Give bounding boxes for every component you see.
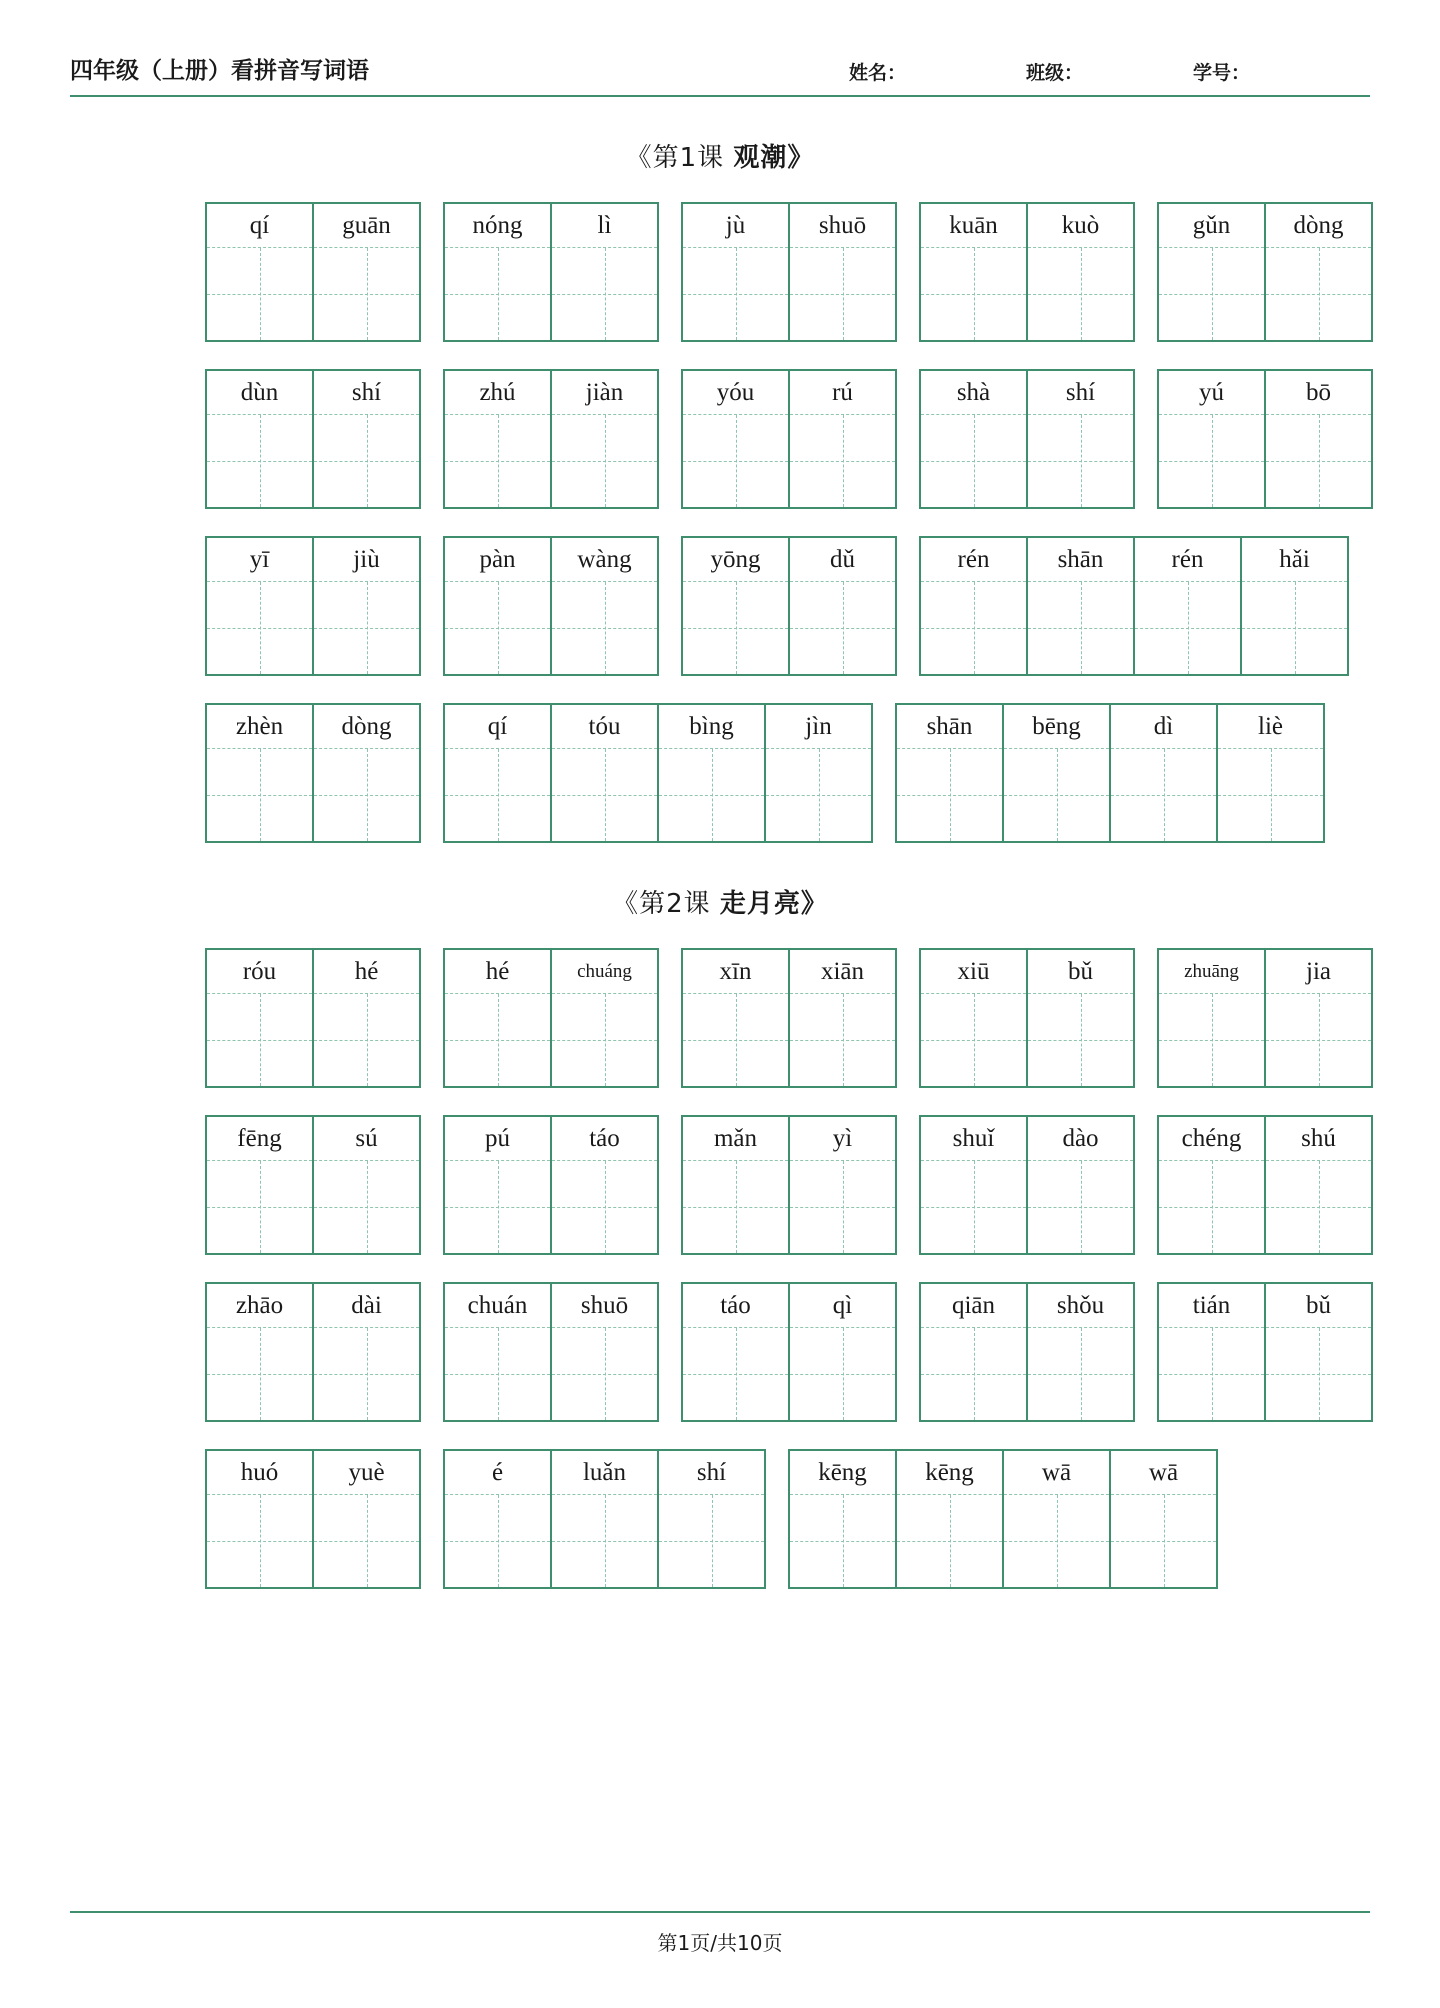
character-cell[interactable] (921, 1284, 1026, 1420)
writing-grid[interactable] (207, 1328, 312, 1420)
pinyin-label: jiàn (552, 371, 657, 415)
field-name-label: 姓名： (848, 62, 906, 84)
character-cell[interactable] (1026, 950, 1133, 1086)
pinyin-label: dài (314, 1284, 419, 1328)
writing-grid[interactable] (552, 1495, 657, 1587)
writing-grid[interactable] (921, 994, 1026, 1086)
word-row (160, 948, 1331, 1088)
character-cell[interactable] (1002, 705, 1109, 841)
writing-grid[interactable] (1028, 415, 1133, 507)
writing-grid[interactable] (921, 582, 1026, 674)
character-cell[interactable] (1264, 204, 1371, 340)
writing-grid[interactable] (790, 1328, 895, 1420)
character-cell[interactable] (207, 371, 312, 507)
pinyin-label: tián (1159, 1284, 1264, 1328)
character-cell[interactable] (1026, 1117, 1133, 1253)
writing-grid[interactable] (1135, 582, 1240, 674)
word-group (681, 1115, 897, 1255)
character-cell[interactable] (788, 371, 895, 507)
writing-grid[interactable] (790, 994, 895, 1086)
pinyin-label: zhú (445, 371, 550, 415)
character-cell[interactable] (1109, 1451, 1216, 1587)
pinyin-label: wā (1004, 1451, 1109, 1495)
character-cell[interactable] (1026, 204, 1133, 340)
lesson-rows (60, 948, 1380, 1589)
pinyin-label: rén (921, 538, 1026, 582)
pinyin-label: jìn (766, 705, 871, 749)
pinyin-label: luǎn (552, 1451, 657, 1495)
pinyin-label: rú (790, 371, 895, 415)
character-cell[interactable] (683, 371, 788, 507)
writing-grid[interactable] (552, 248, 657, 340)
page-header (70, 0, 1370, 97)
character-cell[interactable] (921, 204, 1026, 340)
lesson-title (60, 137, 1380, 174)
pinyin-label: yì (790, 1117, 895, 1161)
character-cell[interactable] (1026, 371, 1133, 507)
character-cell[interactable] (550, 204, 657, 340)
writing-grid[interactable] (683, 415, 788, 507)
character-cell[interactable] (921, 538, 1026, 674)
page-footer (70, 1911, 1370, 1956)
writing-grid[interactable] (683, 994, 788, 1086)
pinyin-label: shú (1266, 1117, 1371, 1161)
pinyin-label: dào (1028, 1117, 1133, 1161)
writing-grid[interactable] (790, 1161, 895, 1253)
writing-grid[interactable] (790, 1495, 895, 1587)
character-cell[interactable] (550, 950, 657, 1086)
pinyin-label: wā (1111, 1451, 1216, 1495)
character-cell[interactable] (312, 1451, 419, 1587)
writing-grid[interactable] (1218, 749, 1323, 841)
pinyin-label: dì (1111, 705, 1216, 749)
pinyin-label: nóng (445, 204, 550, 248)
pinyin-label: yōng (683, 538, 788, 582)
lessons-container (60, 137, 1380, 1589)
word-group (919, 369, 1135, 509)
writing-grid[interactable] (314, 994, 419, 1086)
writing-grid[interactable] (659, 1495, 764, 1587)
writing-grid[interactable] (1266, 994, 1371, 1086)
word-group (443, 369, 659, 509)
character-cell[interactable] (445, 1284, 550, 1420)
character-cell[interactable] (1216, 705, 1323, 841)
writing-grid[interactable] (207, 248, 312, 340)
writing-grid[interactable] (1028, 994, 1133, 1086)
writing-grid[interactable] (921, 415, 1026, 507)
word-group (443, 1115, 659, 1255)
pinyin-label: shuō (552, 1284, 657, 1328)
character-cell[interactable] (550, 1284, 657, 1420)
word-group (205, 202, 421, 342)
pinyin-label: sú (314, 1117, 419, 1161)
word-group (681, 369, 897, 509)
character-cell[interactable] (921, 371, 1026, 507)
pinyin-label: jia (1266, 950, 1371, 994)
character-cell[interactable] (657, 705, 764, 841)
word-group (1157, 1115, 1373, 1255)
header-fields (369, 58, 1370, 85)
word-group (205, 703, 421, 843)
writing-grid[interactable] (897, 749, 1002, 841)
character-cell[interactable] (657, 1451, 764, 1587)
pinyin-label: chéng (1159, 1117, 1264, 1161)
lesson-title-name: 观潮》 (733, 143, 815, 173)
writing-grid[interactable] (314, 749, 419, 841)
word-group (205, 1282, 421, 1422)
character-cell[interactable] (445, 1117, 550, 1253)
writing-grid[interactable] (552, 749, 657, 841)
character-cell[interactable] (788, 204, 895, 340)
writing-grid[interactable] (1159, 248, 1264, 340)
word-row (160, 369, 1331, 509)
writing-grid[interactable] (445, 749, 550, 841)
lesson-title (60, 883, 1380, 920)
writing-grid[interactable] (921, 1328, 1026, 1420)
character-cell[interactable] (1109, 705, 1216, 841)
character-cell[interactable] (550, 1451, 657, 1587)
pinyin-label: hǎi (1242, 538, 1347, 582)
pinyin-label: shí (659, 1451, 764, 1495)
writing-grid[interactable] (552, 1328, 657, 1420)
writing-grid[interactable] (207, 1495, 312, 1587)
writing-grid[interactable] (314, 1328, 419, 1420)
writing-grid[interactable] (314, 582, 419, 674)
writing-grid[interactable] (207, 1161, 312, 1253)
lesson-title-name: 走月亮》 (719, 889, 828, 919)
pinyin-label: shí (314, 371, 419, 415)
writing-grid[interactable] (207, 749, 312, 841)
pinyin-label: táo (683, 1284, 788, 1328)
character-cell[interactable] (788, 1117, 895, 1253)
pinyin-label: shān (897, 705, 1002, 749)
character-cell[interactable] (445, 371, 550, 507)
writing-grid[interactable] (552, 994, 657, 1086)
character-cell[interactable] (207, 1284, 312, 1420)
pinyin-label: qì (790, 1284, 895, 1328)
pinyin-label: bìng (659, 705, 764, 749)
character-cell[interactable] (897, 705, 1002, 841)
pinyin-label: róu (207, 950, 312, 994)
pinyin-label: bēng (1004, 705, 1109, 749)
pinyin-label: yóu (683, 371, 788, 415)
pinyin-label: bǔ (1028, 950, 1133, 994)
character-cell[interactable] (1159, 371, 1264, 507)
pinyin-label: kuò (1028, 204, 1133, 248)
character-cell[interactable] (550, 538, 657, 674)
pinyin-label: qí (207, 204, 312, 248)
word-row (160, 1449, 1280, 1589)
character-cell[interactable] (683, 1117, 788, 1253)
word-group (788, 1449, 1218, 1589)
writing-grid[interactable] (314, 1161, 419, 1253)
writing-grid[interactable] (1266, 1161, 1371, 1253)
character-cell[interactable] (1159, 1284, 1264, 1420)
character-cell[interactable] (1264, 371, 1371, 507)
writing-grid[interactable] (445, 1161, 550, 1253)
writing-grid[interactable] (1242, 582, 1347, 674)
word-group (1157, 369, 1373, 509)
writing-grid[interactable] (1028, 582, 1133, 674)
character-cell[interactable] (1264, 950, 1371, 1086)
pinyin-label: pàn (445, 538, 550, 582)
word-group (205, 948, 421, 1088)
writing-grid[interactable] (897, 1495, 1002, 1587)
lesson-title-prefix: 《第2课 (612, 889, 720, 919)
character-cell[interactable] (788, 1284, 895, 1420)
pinyin-label: guān (314, 204, 419, 248)
writing-grid[interactable] (552, 582, 657, 674)
character-cell[interactable] (1159, 950, 1264, 1086)
pinyin-label: huó (207, 1451, 312, 1495)
page-title: 四年级（上册）看拼音写词语 (70, 58, 369, 84)
pinyin-label: tóu (552, 705, 657, 749)
character-cell[interactable] (788, 538, 895, 674)
character-cell[interactable] (550, 705, 657, 841)
character-cell[interactable] (683, 204, 788, 340)
writing-grid[interactable] (207, 994, 312, 1086)
character-cell[interactable] (788, 950, 895, 1086)
pinyin-label: qiān (921, 1284, 1026, 1328)
writing-grid[interactable] (445, 1328, 550, 1420)
pinyin-label: shí (1028, 371, 1133, 415)
pinyin-label: bō (1266, 371, 1371, 415)
writing-grid[interactable] (683, 1161, 788, 1253)
field-number-label: 学号： (1192, 62, 1250, 84)
character-cell[interactable] (790, 1451, 895, 1587)
writing-grid[interactable] (683, 582, 788, 674)
character-cell[interactable] (207, 950, 312, 1086)
writing-grid[interactable] (1159, 994, 1264, 1086)
word-group (681, 202, 897, 342)
pinyin-label: é (445, 1451, 550, 1495)
character-cell[interactable] (764, 705, 871, 841)
character-cell[interactable] (207, 538, 312, 674)
word-row (160, 1282, 1331, 1422)
writing-grid[interactable] (445, 1495, 550, 1587)
character-cell[interactable] (550, 371, 657, 507)
writing-grid[interactable] (1028, 248, 1133, 340)
word-group (1157, 202, 1373, 342)
writing-grid[interactable] (445, 994, 550, 1086)
character-cell[interactable] (683, 1284, 788, 1420)
word-group (443, 1449, 766, 1589)
writing-grid[interactable] (314, 248, 419, 340)
writing-grid[interactable] (1266, 248, 1371, 340)
word-group (681, 948, 897, 1088)
writing-grid[interactable] (1111, 1495, 1216, 1587)
pinyin-label: wàng (552, 538, 657, 582)
pinyin-label: yī (207, 538, 312, 582)
character-cell[interactable] (445, 705, 550, 841)
character-cell[interactable] (207, 204, 312, 340)
character-cell[interactable] (445, 1451, 550, 1587)
writing-grid[interactable] (445, 582, 550, 674)
pinyin-label: zhuāng (1159, 950, 1264, 994)
word-group (205, 1449, 421, 1589)
word-group (919, 536, 1349, 676)
writing-grid[interactable] (790, 415, 895, 507)
writing-grid[interactable] (445, 248, 550, 340)
word-row (160, 202, 1344, 342)
character-cell[interactable] (312, 371, 419, 507)
writing-grid[interactable] (1111, 749, 1216, 841)
pinyin-label: shǒu (1028, 1284, 1133, 1328)
pinyin-label: mǎn (683, 1117, 788, 1161)
character-cell[interactable] (1133, 538, 1240, 674)
writing-grid[interactable] (1028, 1161, 1133, 1253)
writing-grid[interactable] (1266, 1328, 1371, 1420)
writing-grid[interactable] (207, 415, 312, 507)
pinyin-label: kēng (897, 1451, 1002, 1495)
character-cell[interactable] (207, 705, 312, 841)
writing-grid[interactable] (1159, 1161, 1264, 1253)
lesson-rows (60, 202, 1380, 843)
character-cell[interactable] (1159, 204, 1264, 340)
word-row (160, 703, 1283, 843)
writing-grid[interactable] (683, 1328, 788, 1420)
character-cell[interactable] (921, 950, 1026, 1086)
pinyin-label: shān (1028, 538, 1133, 582)
character-cell[interactable] (1159, 1117, 1264, 1253)
word-row (160, 1115, 1336, 1255)
word-group (681, 1282, 897, 1422)
writing-grid[interactable] (1159, 1328, 1264, 1420)
pinyin-label: bǔ (1266, 1284, 1371, 1328)
pinyin-label: xīn (683, 950, 788, 994)
pinyin-label: jù (683, 204, 788, 248)
pinyin-label: dùn (207, 371, 312, 415)
pinyin-label: zhèn (207, 705, 312, 749)
word-row (160, 536, 1310, 676)
pinyin-label: lì (552, 204, 657, 248)
writing-grid[interactable] (1004, 749, 1109, 841)
pinyin-label: kēng (790, 1451, 895, 1495)
character-cell[interactable] (1026, 1284, 1133, 1420)
pinyin-label: dòng (1266, 204, 1371, 248)
pinyin-label: liè (1218, 705, 1323, 749)
writing-grid[interactable] (921, 248, 1026, 340)
character-cell[interactable] (1240, 538, 1347, 674)
word-group (919, 948, 1135, 1088)
pinyin-label: dǔ (790, 538, 895, 582)
word-group (1157, 1282, 1373, 1422)
word-group (443, 536, 659, 676)
writing-grid[interactable] (921, 1161, 1026, 1253)
character-cell[interactable] (207, 1451, 312, 1587)
pinyin-label: yuè (314, 1451, 419, 1495)
character-cell[interactable] (683, 950, 788, 1086)
character-cell[interactable] (312, 950, 419, 1086)
pinyin-label: xiān (790, 950, 895, 994)
writing-grid[interactable] (1004, 1495, 1109, 1587)
character-cell[interactable] (1026, 538, 1133, 674)
writing-grid[interactable] (207, 582, 312, 674)
pinyin-label: rén (1135, 538, 1240, 582)
lesson-section (60, 883, 1380, 1589)
character-cell[interactable] (921, 1117, 1026, 1253)
lesson-title-prefix: 《第1课 (625, 143, 734, 173)
lesson-section (60, 137, 1380, 843)
pinyin-label: chuáng (552, 950, 657, 994)
word-group (919, 202, 1135, 342)
writing-grid[interactable] (552, 415, 657, 507)
word-group (205, 536, 421, 676)
writing-grid[interactable] (314, 415, 419, 507)
character-cell[interactable] (683, 538, 788, 674)
word-group (443, 202, 659, 342)
pinyin-label: yú (1159, 371, 1264, 415)
character-cell[interactable] (312, 1284, 419, 1420)
writing-grid[interactable] (790, 582, 895, 674)
pinyin-label: chuán (445, 1284, 550, 1328)
character-cell[interactable] (1264, 1117, 1371, 1253)
character-cell[interactable] (445, 950, 550, 1086)
pinyin-label: xiū (921, 950, 1026, 994)
writing-grid[interactable] (683, 248, 788, 340)
word-group (443, 1282, 659, 1422)
pinyin-label: fēng (207, 1117, 312, 1161)
field-class-label: 班级： (1025, 62, 1083, 84)
pinyin-label: shuō (790, 204, 895, 248)
word-group (919, 1282, 1135, 1422)
pinyin-label: shuǐ (921, 1117, 1026, 1161)
pinyin-label: pú (445, 1117, 550, 1161)
writing-grid[interactable] (766, 749, 871, 841)
character-cell[interactable] (312, 204, 419, 340)
word-group (895, 703, 1325, 843)
character-cell[interactable] (312, 538, 419, 674)
page-number: 第1页/共10页 (657, 1931, 783, 1955)
word-group (443, 948, 659, 1088)
word-group (681, 536, 897, 676)
writing-grid[interactable] (790, 248, 895, 340)
pinyin-label: qí (445, 705, 550, 749)
character-cell[interactable] (895, 1451, 1002, 1587)
word-group (1157, 948, 1373, 1088)
writing-grid[interactable] (552, 1161, 657, 1253)
character-cell[interactable] (445, 204, 550, 340)
writing-grid[interactable] (314, 1495, 419, 1587)
writing-grid[interactable] (445, 415, 550, 507)
pinyin-label: dòng (314, 705, 419, 749)
word-group (919, 1115, 1135, 1255)
character-cell[interactable] (312, 705, 419, 841)
writing-grid[interactable] (1266, 415, 1371, 507)
pinyin-label: gǔn (1159, 204, 1264, 248)
pinyin-label: jiù (314, 538, 419, 582)
pinyin-label: shà (921, 371, 1026, 415)
pinyin-label: kuān (921, 204, 1026, 248)
character-cell[interactable] (1002, 1451, 1109, 1587)
writing-grid[interactable] (659, 749, 764, 841)
character-cell[interactable] (312, 1117, 419, 1253)
character-cell[interactable] (445, 538, 550, 674)
pinyin-label: zhāo (207, 1284, 312, 1328)
word-group (205, 1115, 421, 1255)
word-group (443, 703, 873, 843)
writing-grid[interactable] (1028, 1328, 1133, 1420)
pinyin-label: hé (314, 950, 419, 994)
pinyin-label: táo (552, 1117, 657, 1161)
pinyin-label: hé (445, 950, 550, 994)
writing-grid[interactable] (1159, 415, 1264, 507)
word-group (205, 369, 421, 509)
character-cell[interactable] (1264, 1284, 1371, 1420)
character-cell[interactable] (550, 1117, 657, 1253)
character-cell[interactable] (207, 1117, 312, 1253)
